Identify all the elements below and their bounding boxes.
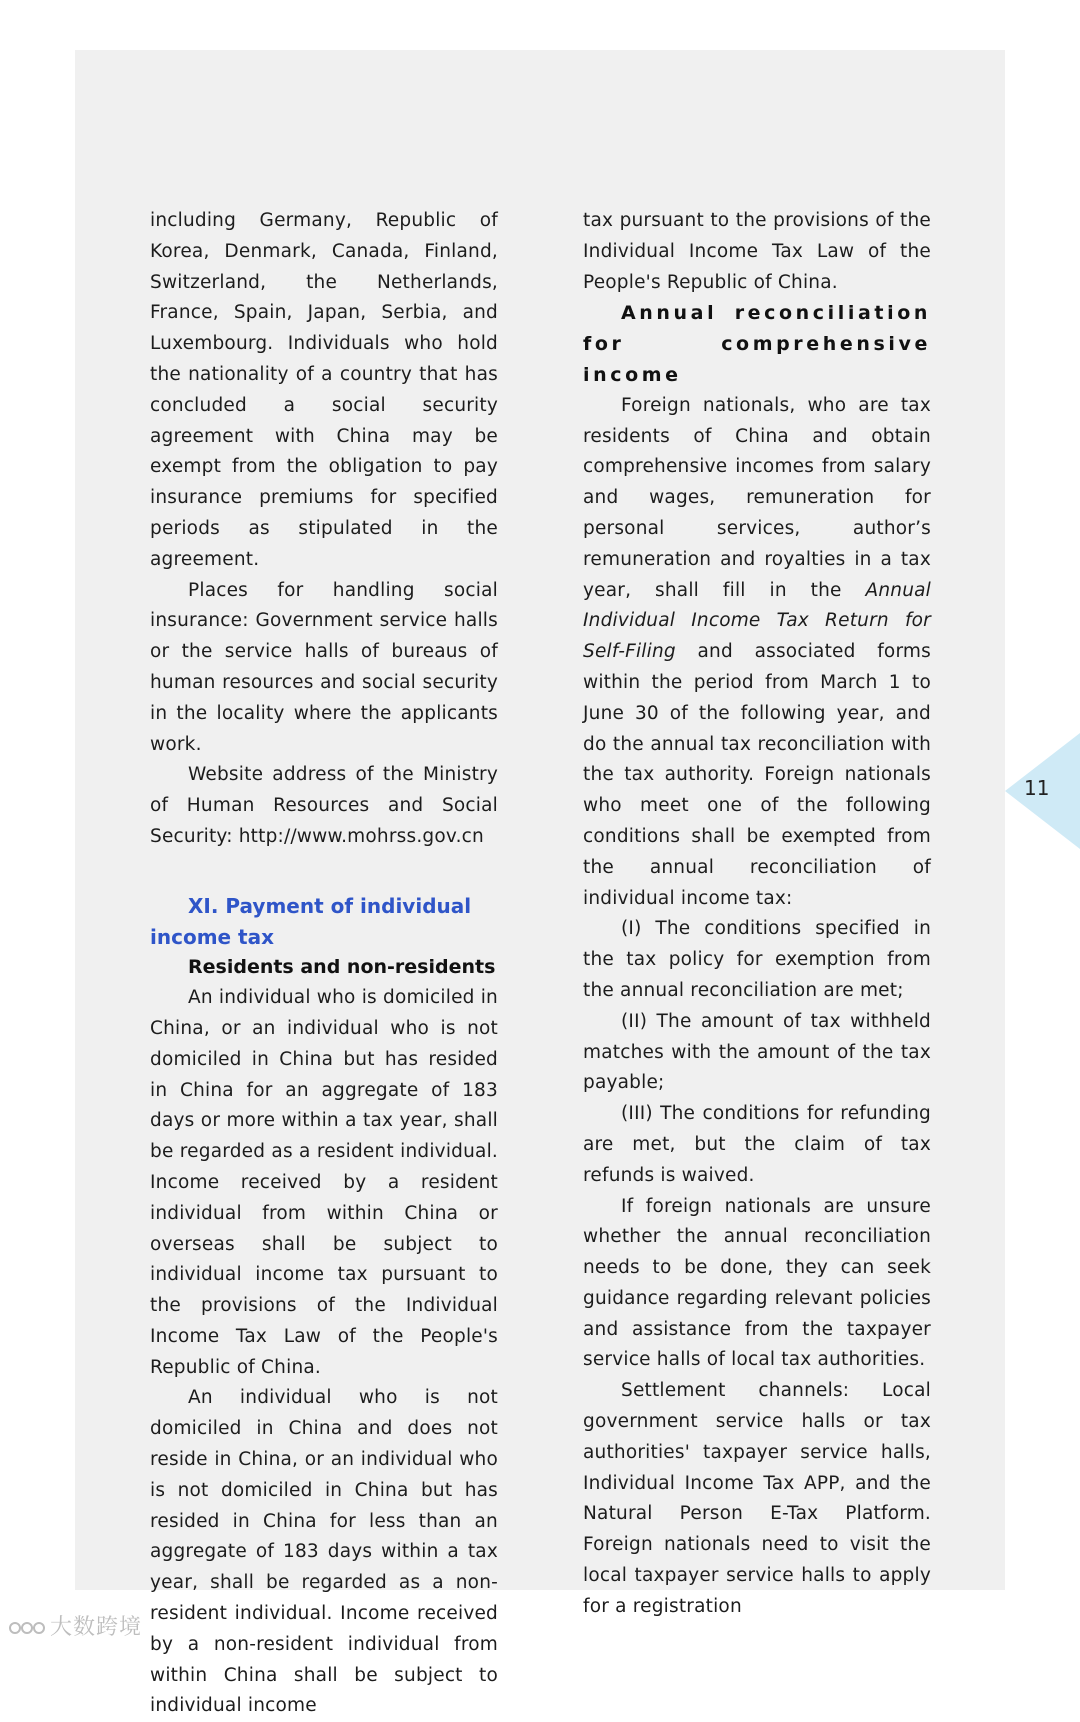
paragraph-ministry-website: Website address of the Ministry of Human Resources and Social Security: http://www.mohrss.gov.cn	[150, 764, 498, 847]
paragraph-annual-reconciliation-part-a: Foreign nationals, who are tax residents of China and obtain comprehensive incomes from salary and wages, remuneration for personal services, author’s remuneration and royalties in a tax year, shall fill in the	[583, 394, 931, 601]
watermark-logo-icon	[8, 1619, 46, 1637]
form-title-italic: Annual Individual Income Tax Return for Self-Filing	[583, 579, 931, 663]
paragraph-seek-guidance: If foreign nationals are unsure whether the annual reconciliation needs to be done, they can seek guidance regarding relevant policies and assistance from the taxpayer service halls of local tax authorities.	[583, 1195, 931, 1371]
watermark	[8, 1610, 142, 1641]
condition-item-2: (II) The amount of tax withheld matches with the amount of the tax payable;	[583, 1010, 931, 1094]
paragraph-social-security-agreement: including Germany, Republic of Korea, Denmark, Canada, Finland, Switzerland, the Netherlands, France, Spain, Japan, Serbia, and Luxembourg. Individuals who hold the nationality of a country that has concluded a social security agreement with China may be exempt from the obligation to pay insurance premiums for specified periods as stipulated in the agreement.	[150, 210, 498, 570]
subheading-annual-reconciliation: Annual reconciliation for comprehensive income	[583, 302, 931, 386]
paragraph-resident-individual: An individual who is domiciled in China, or an individual who is not domiciled in China but has resided in China for an aggregate of 183 days or more within a tax year, shall be regarded as a resident individual. Income received by a resident individual from within China or overseas shall be subject to individual income tax pursuant to the provisions of the Individual Income Tax Law of the People's Republic of China.	[150, 987, 498, 1378]
paragraph-non-resident-individual: An individual who is not domiciled in China and does not reside in China, or an individual who is not domiciled in China but has resided in China for less than an aggregate of 183 days within a tax year, shall be regarded as a non-resident individual. Income received by a non-resident individual from within China shall be subject to individual income	[150, 1387, 498, 1717]
paragraph-settlement-channels: Settlement channels: Local government service halls or tax authorities' taxpayer service halls, Individual Income Tax APP, and the Natural Person E-Tax Platform. Foreign nationals need to visit the local taxpayer service halls to apply for a registration	[583, 1380, 931, 1617]
paragraph-annual-reconciliation	[583, 391, 931, 915]
condition-item-1: (I) The conditions specified in the tax policy for exemption from the annual reconciliation are met;	[583, 918, 931, 1001]
paragraph-social-insurance-places: Places for handling social insurance: Government service halls or the service halls of bureaus of human resources and social security in the locality where the applicants work.	[150, 579, 498, 755]
subheading-residents: Residents and non-residents	[188, 956, 496, 979]
right-column	[583, 206, 931, 1623]
condition-item-3: (III) The conditions for refunding are met, but the claim of tax refunds is waived.	[583, 1103, 931, 1186]
paragraph-tax-law-continuation: tax pursuant to the provisions of the Individual Income Tax Law of the People's Republic of China.	[583, 210, 931, 293]
paragraph-annual-reconciliation-part-b: and associated forms within the period from March 1 to June 30 of the following year, and do the annual tax reconciliation with the tax authority. Foreign nationals who meet one of the following conditions shall be exempted from the annual reconciliation of individual income tax:	[583, 641, 931, 909]
page-number: 11	[1024, 776, 1050, 800]
watermark-text: 大数跨境	[50, 1615, 143, 1640]
section-heading: XI. Payment of individual income tax	[150, 893, 472, 949]
left-column	[150, 206, 498, 1722]
